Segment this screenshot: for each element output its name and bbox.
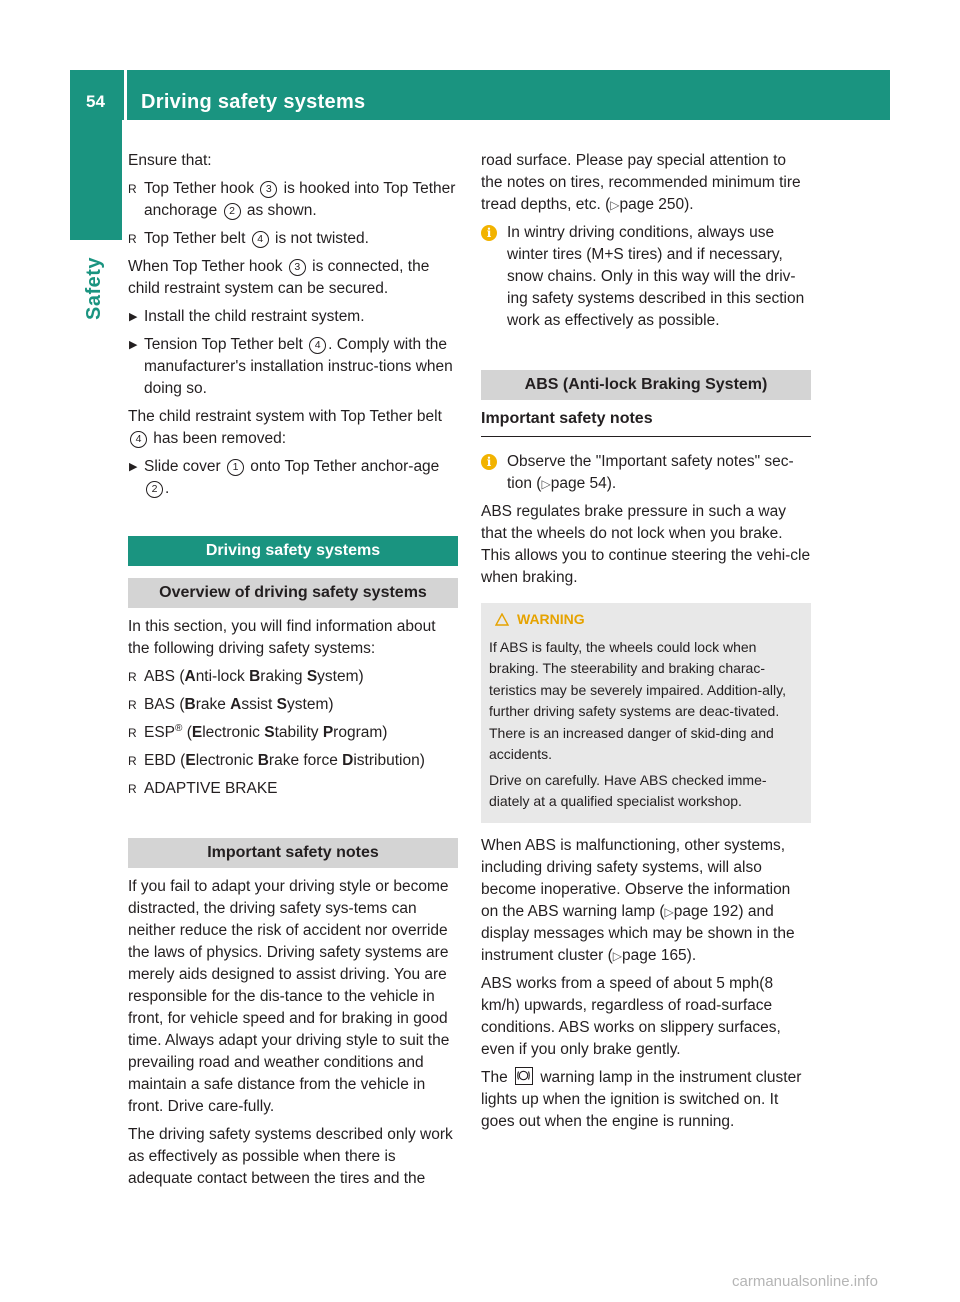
callout-number: 3 bbox=[260, 181, 277, 198]
page-number: 54 bbox=[86, 92, 105, 111]
abs-warning-lamp-icon bbox=[515, 1067, 533, 1085]
step-arrow-icon: ▶ bbox=[129, 339, 138, 351]
list-item: R Top Tether hook 3 is hooked into Top Tether anchorage 2 as shown. bbox=[128, 180, 456, 219]
step-arrow-icon: ▶ bbox=[129, 311, 138, 323]
paragraph: The child restraint system with Top Tether belt 4 has been removed: bbox=[128, 408, 442, 447]
side-tab-block bbox=[70, 120, 122, 240]
page-title: Driving safety systems bbox=[141, 91, 366, 113]
paragraph: If you fail to adapt your driving style or become distracted, the driving safety sys-tems can neither reduce the risk of accident nor override the laws of physics. Driving safety systems are merely aids designed to assist driving. You are responsible for the dis-tance to the vehicle in front, for vehicle speed and for braking in good time. Always adapt your driving style to suit the prevailing road and weather conditions and maintain a safe distance from the vehicle in front. Drive care-fully. bbox=[128, 878, 450, 1115]
info-note: i In wintry driving conditions, always use winter tires (M+S tires) and if necessary, snow chains. Only in this way will the driv-ing safety systems described in this section work as effectively as possible. bbox=[481, 222, 811, 332]
bullet-r-icon: R bbox=[128, 726, 137, 740]
side-section-label: Safety bbox=[83, 256, 105, 320]
page-ref-arrow-icon: ▷ bbox=[612, 948, 623, 963]
bullet-r-icon: R bbox=[128, 182, 137, 196]
bullet-r-icon: R bbox=[128, 754, 137, 768]
bullet-r-icon: R bbox=[128, 782, 137, 796]
callout-number: 4 bbox=[252, 231, 269, 248]
page-ref-arrow-icon: ▷ bbox=[664, 904, 674, 919]
watermark-footer: carmanualsonline.info bbox=[732, 1273, 878, 1290]
paragraph: road surface. Please pay special attention to the notes on tires, recommended minimum tire tread depths, etc. (▷page 250). bbox=[481, 152, 801, 213]
subsection-heading: ABS (Anti-lock Braking System) bbox=[481, 370, 811, 400]
warning-text: If ABS is faulty, the wheels could lock when braking. The steerability and braking charac-teristics may be severely impaired. Addition-ally, further driving safety systems are deac-tivated. There is an increased danger of skid-ding and accidents. bbox=[489, 638, 786, 762]
paragraph: ABS regulates brake pressure in such a way that the wheels do not lock when you brake. This allows you to continue steering the vehi-cle when braking. bbox=[481, 503, 811, 586]
paragraph: The warning lamp in the instrument cluster lights up when the ignition is switched on. It goes out when the engine is running. bbox=[481, 1068, 802, 1130]
subsection-heading: Important safety notes bbox=[128, 838, 458, 868]
subsection-heading: Overview of driving safety systems bbox=[128, 578, 458, 608]
bullet-r-icon: R bbox=[128, 698, 137, 712]
list-item: R Top Tether belt 4 is not twisted. bbox=[128, 228, 458, 250]
list-item: R ADAPTIVE BRAKE bbox=[128, 778, 458, 800]
page-ref-arrow-icon: ▷ bbox=[541, 477, 551, 491]
bullet-r-icon: R bbox=[128, 232, 137, 246]
warning-text: Drive on carefully. Have ABS checked imme-diately at a qualified specialist workshop. bbox=[489, 771, 767, 809]
paragraph: ABS works from a speed of about 5 mph(8 km/h) upwards, regardless of road-surface conditions. ABS works on slippery surfaces, even if you only brake gently. bbox=[481, 974, 781, 1058]
callout-number: 2 bbox=[224, 203, 241, 220]
paragraph: The driving safety systems described only work as effectively as possible when there is adequate contact between the tires and the bbox=[128, 1126, 453, 1187]
list-item: R BAS (Brake Assist System) bbox=[128, 694, 458, 716]
instruction-step: ▶ Slide cover 1 onto Top Tether anchor-age 2 . bbox=[129, 458, 440, 497]
callout-number: 2 bbox=[146, 481, 163, 498]
right-column bbox=[481, 150, 811, 1139]
paragraph: In this section, you will find information about the following driving safety systems: bbox=[128, 618, 436, 657]
subheading: Important safety notes bbox=[481, 408, 811, 437]
left-column bbox=[128, 150, 458, 1196]
list-item: R EBD (Electronic Brake force Distribution) bbox=[128, 750, 458, 772]
warning-heading: WARNING bbox=[489, 609, 803, 633]
info-icon: i bbox=[481, 225, 497, 241]
list-item: R ABS (Anti-lock Braking System) bbox=[128, 666, 458, 688]
bullet-r-icon: R bbox=[128, 670, 137, 684]
header-divider bbox=[124, 70, 127, 120]
paragraph: When ABS is malfunctioning, other systems, including driving safety systems, will also become inoperative. Observe the information on the ABS warning lamp (▷page 192) and display messages which may be shown in the instrument cluster (▷page 165). bbox=[481, 836, 795, 964]
ensure-text: Ensure that: bbox=[128, 152, 212, 169]
warning-box bbox=[481, 603, 811, 823]
paragraph: When Top Tether hook 3 is connected, the child restraint system can be secured. bbox=[128, 258, 430, 297]
instruction-step: ▶ Install the child restraint system. bbox=[128, 306, 458, 328]
warning-triangle-icon bbox=[495, 611, 509, 633]
section-heading: Driving safety systems bbox=[128, 536, 458, 566]
info-icon: i bbox=[481, 454, 497, 470]
page-ref-arrow-icon: ▷ bbox=[610, 198, 620, 212]
info-note: i Observe the "Important safety notes" sec-tion (▷page 54). bbox=[481, 451, 811, 495]
instruction-step: ▶ Tension Top Tether belt 4 . Comply with the manufacturer's installation instruc-tions when doing so. bbox=[129, 336, 453, 397]
callout-number: 1 bbox=[227, 459, 244, 476]
callout-number: 3 bbox=[289, 259, 306, 276]
callout-number: 4 bbox=[309, 337, 326, 354]
step-arrow-icon: ▶ bbox=[129, 461, 138, 473]
callout-number: 4 bbox=[130, 431, 147, 448]
list-item: R ESP® (Electronic Stability Program) bbox=[128, 722, 458, 744]
